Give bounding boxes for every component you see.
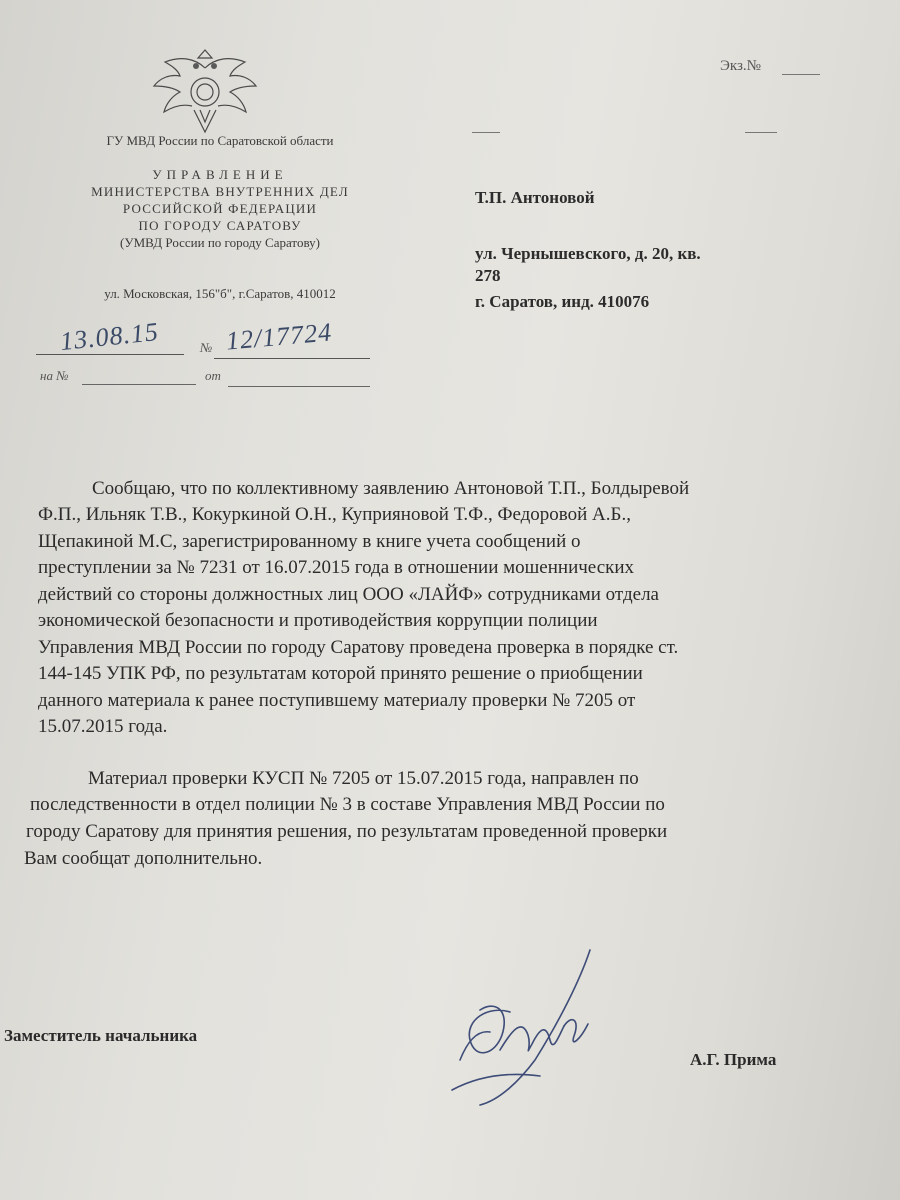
org-line: МИНИСТЕРСТВА ВНУТРЕННИХ ДЕЛ <box>91 184 349 199</box>
reference-line <box>82 384 196 385</box>
registration-number: 12/17724 <box>224 317 334 356</box>
body-line: 144-145 УПК РФ, по результатам которой принято решение о приобщении <box>38 663 643 684</box>
body-line: 15.07.2015 года. <box>38 716 168 737</box>
recipient-name: Т.П. Антоновой <box>475 188 595 207</box>
from-label: от <box>205 368 221 383</box>
body-line: данного материала к ранее поступившему материалу проверки № 7205 от <box>38 690 636 711</box>
department-name: ГУ МВД России по Саратовской области <box>106 133 334 148</box>
recipient-city: г. Саратов, инд. 410076 <box>475 292 650 311</box>
body-line: преступлении за № 7231 от 16.07.2015 года в отношении мошеннических <box>38 557 635 578</box>
text-span: Ф.П., Ильняк Т.В., Кокуркиной О.Н., Куприяновой Т.Ф., Федоровой А.Б., <box>38 504 631 525</box>
body-line: последственности в отдел полиции № 3 в составе Управления МВД России по <box>30 794 665 815</box>
signatory-title: Заместитель начальника <box>4 1026 198 1045</box>
org-line: РОССИЙСКОЙ ФЕДЕРАЦИИ <box>122 201 318 216</box>
body-line: Материал проверки КУСП № 7205 от 15.07.2015 года, направлен по <box>88 768 639 789</box>
eagle-emblem-icon <box>150 48 260 138</box>
date-line <box>36 354 184 355</box>
copy-number-label: Экз.№ <box>720 58 761 74</box>
copy-number-line <box>782 74 820 75</box>
corner-mark <box>745 132 777 133</box>
body-line: экономической безопасности и противодействия коррупции полиции <box>38 610 598 631</box>
body-line <box>38 504 838 526</box>
org-line: УПРАВЛЕНИЕ <box>152 167 288 182</box>
body-line: Сообщаю, что по коллективному заявлению Антоновой Т.П., Болдыревой <box>92 478 690 499</box>
org-line: (УМВД России по городу Саратову) <box>120 235 320 250</box>
reference-label: на № <box>40 368 69 383</box>
recipient-street: ул. Чернышевского, д. 20, кв. <box>475 244 701 263</box>
number-label: № <box>200 340 213 355</box>
corner-mark <box>472 132 500 133</box>
from-line <box>228 386 370 387</box>
org-line: ПО ГОРОДУ САРАТОВУ <box>138 218 302 233</box>
org-address: ул. Московская, 156"б", г.Саратов, 410012 <box>104 286 336 301</box>
number-line <box>214 358 370 359</box>
body-line: действий со стороны должностных лиц ООО «ЛАЙФ» сотрудниками отдела <box>38 584 659 605</box>
handwritten-signature-icon <box>440 940 620 1110</box>
body-line: Вам сообщат дополнительно. <box>24 848 263 869</box>
recipient-apartment: 278 <box>475 266 501 285</box>
registration-date: 13.08.15 <box>58 316 161 357</box>
body-line: Управления МВД России по городу Саратову проведена проверка в порядке ст. <box>38 637 679 658</box>
organization-block <box>40 166 400 251</box>
body-line: Щепакиной М.С, зарегистрированному в книге учета сообщений о <box>38 531 581 552</box>
body-line: городу Саратову для принятия решения, по результатам проведенной проверки <box>26 821 668 842</box>
signatory-name: А.Г. Прима <box>690 1050 777 1069</box>
